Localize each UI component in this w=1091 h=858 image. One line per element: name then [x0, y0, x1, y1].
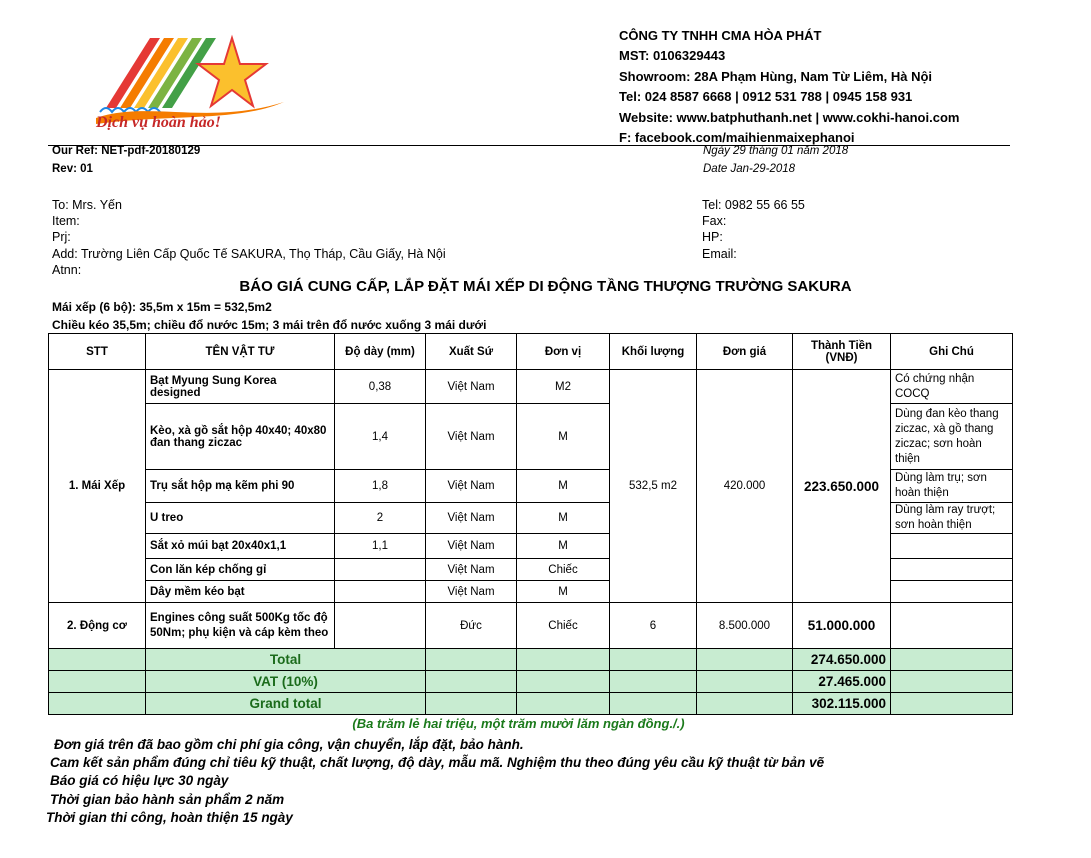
term-4: Thời gian bảo hành sản phẩm 2 năm [50, 792, 285, 807]
total-value: 274.650.000 [793, 649, 891, 671]
row2-material: Kèo, xà gồ sắt hộp 40x40; 40x80 đan thang ziczac [146, 404, 335, 470]
row4-thickness: 2 [335, 503, 426, 534]
term-2: Cam kết sản phẩm đúng chỉ tiêu kỹ thuật, chất lượng, độ dày, mẫu mã. Nghiệm thu theo đúng yêu cầu kỹ thuật từ bản vẽ [50, 755, 825, 770]
header-material: TÊN VẬT TƯ [146, 334, 335, 370]
recipient-to: To: Mrs. Yến [52, 198, 122, 212]
row3-material: Trụ sắt hộp mạ kẽm phi 90 [146, 470, 335, 503]
row4-note: Dùng làm ray trượt; sơn hoàn thiện [891, 503, 1013, 534]
document-title: BÁO GIÁ CUNG CẤP, LẮP ĐẶT MÁI XẾP DI ĐỘNG TẦNG THƯỢNG TRƯỜNG SAKURA [239, 278, 852, 295]
row7-unit: M [517, 581, 610, 603]
contact-fax: Fax: [702, 214, 727, 229]
group1-unit-price: 420.000 [697, 370, 793, 603]
row5-material: Sắt xỏ múi bạt 20x40x1,1 [146, 534, 335, 559]
group2-thickness [335, 603, 426, 649]
term-1: Đơn giá trên đã bao gồm chi phí gia công, vận chuyển, lắp đặt, bảo hành. [54, 737, 524, 752]
row1-origin: Việt Nam [426, 370, 517, 404]
total-row [49, 649, 1013, 671]
recipient-block [52, 197, 446, 278]
recipient-prj: Prj: [52, 230, 71, 245]
term-3: Báo giá có hiệu lực 30 ngày [50, 773, 229, 788]
header-unit: Đơn vị [517, 334, 610, 370]
row1-note: Có chứng nhận COCQ [891, 370, 1013, 404]
total-label: Total [146, 649, 426, 671]
company-tel: Tel: 024 8587 6668 | 0912 531 788 | 0945 158 931 [619, 89, 913, 105]
subtitle-dimensions: Mái xếp (6 bộ): 35,5m x 15m = 532,5m2 [52, 300, 272, 314]
row7-note [891, 581, 1013, 603]
row3-origin: Việt Nam [426, 470, 517, 503]
row6-unit: Chiếc [517, 559, 610, 581]
row4-material: U treo [146, 503, 335, 534]
vat-value: 27.465.000 [793, 671, 891, 693]
term-5: Thời gian thi công, hoàn thiện 15 ngày [46, 810, 293, 825]
contact-tel: Tel: 0982 55 66 55 [702, 198, 805, 212]
header-origin: Xuất Sứ [426, 334, 517, 370]
contact-hp: HP: [702, 230, 723, 245]
row2-note: Dùng đan kèo thang ziczac, xà gồ thang ziczac; sơn hoàn thiện [891, 404, 1013, 470]
group2-origin: Đức [426, 603, 517, 649]
grand-total-row [49, 693, 1013, 715]
row7-thickness [335, 581, 426, 603]
contact-block [702, 197, 805, 262]
logo-stripes [106, 38, 216, 108]
vat-label: VAT (10%) [146, 671, 426, 693]
row6-thickness [335, 559, 426, 581]
row5-note [891, 534, 1013, 559]
row3-unit: M [517, 470, 610, 503]
row4-origin: Việt Nam [426, 503, 517, 534]
group2-note [891, 603, 1013, 649]
row3-thickness: 1,8 [335, 470, 426, 503]
row3-note: Dùng làm trụ; sơn hoàn thiện [891, 470, 1013, 503]
company-info [619, 26, 959, 148]
table-row [49, 603, 1013, 649]
row2-unit: M [517, 404, 610, 470]
revision: Rev: 01 [52, 163, 93, 175]
recipient-address: Add: Trường Liên Cấp Quốc Tế SAKURA, Thọ Tháp, Cầu Giấy, Hà Nội [52, 246, 446, 261]
header-amount: Thành Tiền (VNĐ) [793, 334, 891, 370]
date-en: Date Jan-29-2018 [703, 163, 796, 175]
header-thickness: Độ dày (mm) [335, 334, 426, 370]
header-unit-price: Đơn giá [697, 334, 793, 370]
company-showroom: Showroom: 28A Phạm Hùng, Nam Từ Liêm, Hà Nội [619, 68, 933, 84]
row5-thickness: 1,1 [335, 534, 426, 559]
row6-material: Con lăn kép chống gỉ [146, 559, 335, 581]
row2-origin: Việt Nam [426, 404, 517, 470]
grand-total-label: Grand total [146, 693, 426, 715]
our-ref: Our Ref: NET-pdf-20180129 [52, 145, 201, 157]
grand-total-value: 302.115.000 [793, 693, 891, 715]
table-row [49, 370, 1013, 404]
amount-in-words: (Ba trăm lẻ hai triệu, một trăm mười lăm ngàn đồng./.) [352, 716, 685, 731]
group2-material: Engines công suất 500Kg tốc độ 50Nm; phụ kiện và cáp kèm theo [146, 603, 335, 649]
row1-material: Bạt Myung Sung Korea designed [146, 370, 335, 404]
row6-origin: Việt Nam [426, 559, 517, 581]
row7-material: Dây mềm kéo bạt [146, 581, 335, 603]
header-notes: Ghi Chú [891, 334, 1013, 370]
quote-table [48, 333, 1013, 715]
subtitle-details: Chiều kéo 35,5m; chiều đổ nước 15m; 3 mái trên đổ nước xuống 3 mái dưới [52, 318, 487, 332]
header-quantity: Khối lượng [610, 334, 697, 370]
group2-quantity: 6 [610, 603, 697, 649]
row1-thickness: 0,38 [335, 370, 426, 404]
group2-unit: Chiếc [517, 603, 610, 649]
vat-row [49, 671, 1013, 693]
group1-stt: 1. Mái Xếp [49, 370, 146, 603]
group2-unit-price: 8.500.000 [697, 603, 793, 649]
group1-amount: 223.650.000 [793, 370, 891, 603]
company-website: Website: www.batphuthanh.net | www.cokhi-hanoi.com [619, 109, 960, 125]
group2-stt: 2. Động cơ [49, 603, 146, 649]
company-facebook: F: facebook.com/maihienmaixephanoi [619, 130, 855, 146]
group2-amount: 51.000.000 [793, 603, 891, 649]
row2-thickness: 1,4 [335, 404, 426, 470]
company-slogan: Dịch vụ hoàn hảo! [96, 114, 221, 131]
row1-unit: M2 [517, 370, 610, 404]
date-vn: Ngày 29 tháng 01 năm 2018 [703, 145, 849, 157]
group1-quantity: 532,5 m2 [610, 370, 697, 603]
row6-note [891, 559, 1013, 581]
recipient-item: Item: [52, 214, 80, 229]
recipient-atnn: Atnn: [52, 262, 82, 277]
contact-email: Email: [702, 246, 737, 261]
row5-unit: M [517, 534, 610, 559]
header-stt: STT [49, 334, 146, 370]
company-name: CÔNG TY TNHH CMA HÒA PHÁT [619, 28, 822, 43]
row4-unit: M [517, 503, 610, 534]
company-tax-id: MST: 0106329443 [619, 48, 726, 64]
row7-origin: Việt Nam [426, 581, 517, 603]
row5-origin: Việt Nam [426, 534, 517, 559]
table-header-row [49, 334, 1013, 370]
